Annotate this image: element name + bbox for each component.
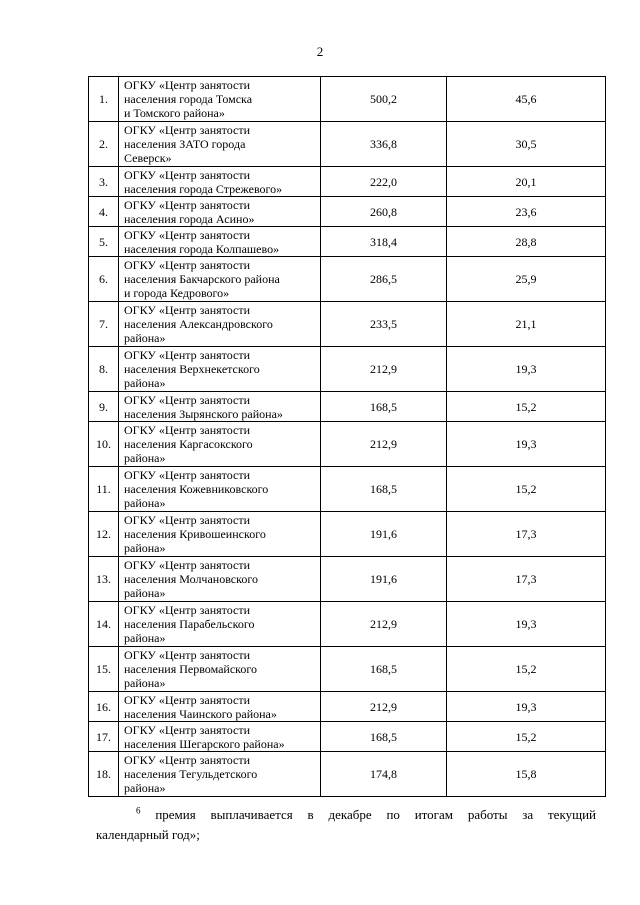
table-row <box>89 227 606 257</box>
row-number: 7. <box>89 302 119 347</box>
organization-name-line: Северск» <box>124 151 172 165</box>
value-column-2: 20,1 <box>447 167 606 197</box>
value-column-1: 212,9 <box>321 347 447 392</box>
organization-name-line: населения Шегарского района» <box>124 736 285 751</box>
organization-name-line: ОГКУ «Центр занятости <box>124 78 251 92</box>
organization-name-line: населения Тегульдетского <box>124 767 258 781</box>
row-number: 15. <box>89 647 119 692</box>
value-column-1: 336,8 <box>321 122 447 167</box>
organization-name-line: ОГКУ «Центр занятости <box>124 423 251 437</box>
organization-name-line: ОГКУ «Центр занятости <box>124 513 251 527</box>
table-row <box>89 692 606 722</box>
row-number: 16. <box>89 692 119 722</box>
organization-name-line: ОГКУ «Центр занятости <box>124 753 251 767</box>
row-number: 12. <box>89 512 119 557</box>
table-row <box>89 422 606 467</box>
organization-name-line: ОГКУ «Центр занятости <box>124 558 251 572</box>
organization-name-line: ОГКУ «Центр занятости <box>124 167 251 182</box>
value-column-1: 318,4 <box>321 227 447 257</box>
value-column-1: 212,9 <box>321 692 447 722</box>
value-column-2: 19,3 <box>447 347 606 392</box>
organization-name-line: населения города Колпашево» <box>124 241 280 256</box>
row-number: 13. <box>89 557 119 602</box>
organization-name-line: населения Кожевниковского <box>124 482 269 496</box>
organization-name-line: населения Зырянского района» <box>124 406 283 421</box>
value-column-1: 286,5 <box>321 257 447 302</box>
organization-name <box>119 512 321 557</box>
value-column-2: 23,6 <box>447 197 606 227</box>
row-number: 5. <box>89 227 119 257</box>
organization-name <box>119 422 321 467</box>
value-column-2: 15,2 <box>447 647 606 692</box>
organization-name-line: населения ЗАТО города <box>124 137 246 151</box>
organization-name-line: района» <box>124 781 166 795</box>
organization-name <box>119 722 321 752</box>
table-row <box>89 257 606 302</box>
value-column-1: 168,5 <box>321 392 447 422</box>
value-column-1: 233,5 <box>321 302 447 347</box>
value-column-2: 15,2 <box>447 392 606 422</box>
organization-name-line: населения Каргасокского <box>124 437 253 451</box>
organization-name-line: ОГКУ «Центр занятости <box>124 392 251 407</box>
value-column-2: 17,3 <box>447 557 606 602</box>
organization-name-line: ОГКУ «Центр занятости <box>124 227 251 242</box>
row-number: 6. <box>89 257 119 302</box>
organization-name-line: ОГКУ «Центр занятости <box>124 692 251 707</box>
footnote-mark: 6 <box>136 805 141 816</box>
table-row <box>89 347 606 392</box>
organization-name-line: ОГКУ «Центр занятости <box>124 123 251 137</box>
table-row <box>89 467 606 512</box>
organization-name-line: ОГКУ «Центр занятости <box>124 722 251 737</box>
footnote-text-1: премия выплачивается в декабре по итогам работы за текущий <box>155 807 597 822</box>
organization-name <box>119 692 321 722</box>
organization-name-line: ОГКУ «Центр занятости <box>124 468 251 482</box>
row-number: 2. <box>89 122 119 167</box>
value-column-1: 212,9 <box>321 602 447 647</box>
organization-name-line: населения Бакчарского района <box>124 272 280 286</box>
row-number: 14. <box>89 602 119 647</box>
value-column-2: 15,8 <box>447 752 606 797</box>
row-number: 1. <box>89 77 119 122</box>
organization-name-line: района» <box>124 631 166 645</box>
table-row <box>89 77 606 122</box>
table-row <box>89 392 606 422</box>
organization-name-line: населения Александровского <box>124 317 273 331</box>
value-column-1: 174,8 <box>321 752 447 797</box>
table-row <box>89 512 606 557</box>
page-number: 2 <box>316 44 324 59</box>
value-column-1: 168,5 <box>321 722 447 752</box>
value-column-2: 19,3 <box>447 602 606 647</box>
table-row <box>89 752 606 797</box>
table-row <box>89 302 606 347</box>
organization-name-line: населения города Томска <box>124 92 253 106</box>
table-row <box>89 557 606 602</box>
organization-name-line: ОГКУ «Центр занятости <box>124 348 251 362</box>
organization-name-line: района» <box>124 541 166 555</box>
organization-name <box>119 167 321 197</box>
row-number: 11. <box>89 467 119 512</box>
organization-name-line: района» <box>124 451 166 465</box>
organization-name-line: населения Парабельского <box>124 617 255 631</box>
value-column-2: 28,8 <box>447 227 606 257</box>
employment-centers-table <box>88 76 606 797</box>
organization-name <box>119 467 321 512</box>
organization-name-line: населения города Стрежевого» <box>124 181 283 196</box>
value-column-1: 168,5 <box>321 647 447 692</box>
organization-name <box>119 752 321 797</box>
value-column-1: 260,8 <box>321 197 447 227</box>
footnote-line-2: календарный год»; <box>96 827 200 842</box>
footnote <box>96 805 596 845</box>
value-column-2: 17,3 <box>447 512 606 557</box>
organization-name <box>119 197 321 227</box>
value-column-1: 191,6 <box>321 512 447 557</box>
organization-name-line: ОГКУ «Центр занятости <box>124 197 251 212</box>
table-row <box>89 122 606 167</box>
organization-name <box>119 557 321 602</box>
organization-name-line: населения Верхнекетского <box>124 362 260 376</box>
organization-name-line: ОГКУ «Центр занятости <box>124 258 251 272</box>
organization-name-line: района» <box>124 586 166 600</box>
organization-name <box>119 122 321 167</box>
organization-name <box>119 227 321 257</box>
value-column-2: 19,3 <box>447 692 606 722</box>
table-row <box>89 167 606 197</box>
row-number: 9. <box>89 392 119 422</box>
organization-name-line: района» <box>124 376 166 390</box>
organization-name <box>119 392 321 422</box>
table-row <box>89 602 606 647</box>
organization-name-line: населения Молчановского <box>124 572 258 586</box>
row-number: 3. <box>89 167 119 197</box>
organization-name-line: и города Кедрового» <box>124 286 230 300</box>
organization-name-line: и Томского района» <box>124 106 225 120</box>
organization-name-line: населения Первомайского <box>124 662 258 676</box>
organization-name <box>119 647 321 692</box>
table-row <box>89 647 606 692</box>
row-number: 10. <box>89 422 119 467</box>
organization-name <box>119 257 321 302</box>
organization-name-line: района» <box>124 496 166 510</box>
organization-name-line: ОГКУ «Центр занятости <box>124 603 251 617</box>
table-row <box>89 722 606 752</box>
table-body <box>89 77 606 797</box>
row-number: 17. <box>89 722 119 752</box>
value-column-1: 191,6 <box>321 557 447 602</box>
value-column-2: 15,2 <box>447 722 606 752</box>
value-column-1: 222,0 <box>321 167 447 197</box>
organization-name-line: ОГКУ «Центр занятости <box>124 648 251 662</box>
value-column-1: 212,9 <box>321 422 447 467</box>
organization-name-line: района» <box>124 331 166 345</box>
organization-name-line: населения Кривошеинского <box>124 527 266 541</box>
row-number: 8. <box>89 347 119 392</box>
value-column-2: 15,2 <box>447 467 606 512</box>
value-column-2: 25,9 <box>447 257 606 302</box>
organization-name <box>119 347 321 392</box>
organization-name <box>119 302 321 347</box>
footnote-line-1 <box>96 805 596 825</box>
organization-name-line: района» <box>124 676 166 690</box>
value-column-2: 19,3 <box>447 422 606 467</box>
organization-name <box>119 602 321 647</box>
value-column-2: 30,5 <box>447 122 606 167</box>
table-row <box>89 197 606 227</box>
value-column-1: 168,5 <box>321 467 447 512</box>
value-column-1: 500,2 <box>321 77 447 122</box>
organization-name-line: ОГКУ «Центр занятости <box>124 303 251 317</box>
value-column-2: 45,6 <box>447 77 606 122</box>
row-number: 18. <box>89 752 119 797</box>
row-number: 4. <box>89 197 119 227</box>
organization-name <box>119 77 321 122</box>
organization-name-line: населения города Асино» <box>124 211 255 226</box>
value-column-2: 21,1 <box>447 302 606 347</box>
organization-name-line: населения Чаинского района» <box>124 706 277 721</box>
